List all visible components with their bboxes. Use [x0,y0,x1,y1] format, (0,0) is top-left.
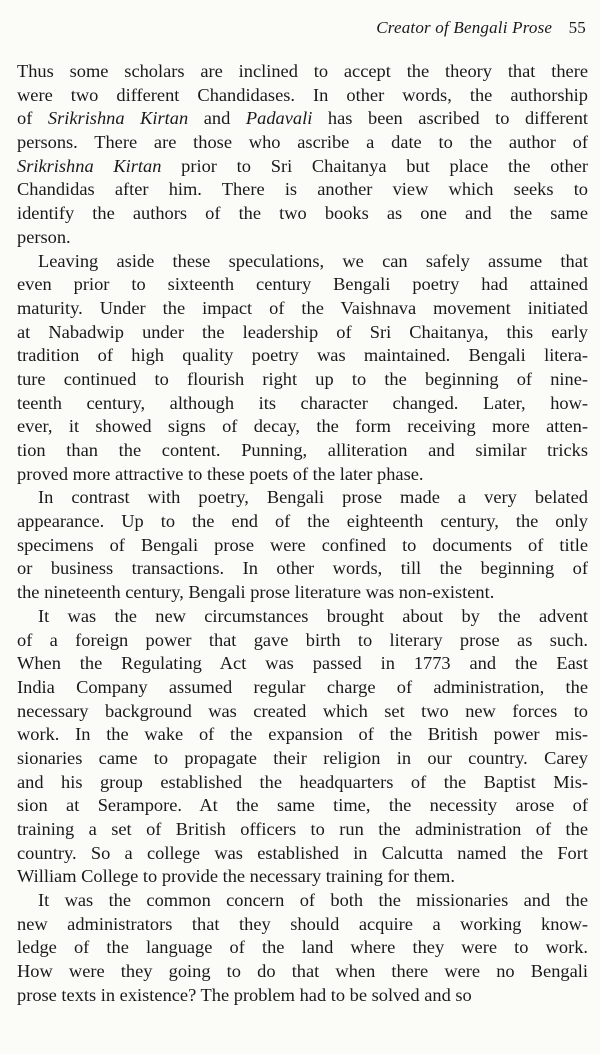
text-line: and his group established the headquarters of the Baptist Mis- [17,771,588,792]
text-line: Srikrishna Kirtan prior to Sri Chaitanya but place the other [17,155,589,176]
text-line: It was the common concern of both the missionaries and the [38,890,588,911]
text-line: identify the authors of the two books as one and the same [17,203,588,224]
text-line: proved more attractive to these poets of the later phase. [17,463,424,484]
paragraph [17,60,588,250]
book-title-italic: Srikrishna Kirtan [47,108,189,129]
text-line: of a foreign power that gave birth to literary prose as such. [17,629,588,650]
text-line: sionaries came to propagate their religion in our country. Carey [17,747,588,768]
text-line: were two different Chandidases. In other words, the authorship [17,84,588,105]
text-line: appearance. Up to the end of the eighteenth century, the only [17,511,588,532]
running-title: Creator of Bengali Prose [376,18,553,37]
text-line: even prior to sixteenth century Bengali poetry had attained [17,274,588,295]
text-line: How were they going to do that when there were no Bengali [17,961,588,982]
text-line: Leaving aside these speculations, we can safely assume that [38,250,588,271]
text-line: at Nabadwip under the leadership of Sri Chaitanya, this early [17,321,588,342]
text-line: persons. There are those who ascribe a date to the author of [17,132,588,153]
text-line: In contrast with poetry, Bengali prose made a very belated [38,487,588,508]
paragraph [17,486,588,604]
text-line: specimens of Bengali prose were confined to documents of title [17,534,588,555]
text-line: William College to provide the necessary training for them. [17,866,455,887]
text-line: India Company assumed regular charge of administration, the [17,676,588,697]
text-line: or business transactions. In other words, till the beginning of [17,558,588,579]
page-number: 55 [568,18,586,37]
text-line: It was the new circumstances brought about by the advent [38,605,588,626]
text-line: new administrators that they should acquire a working know- [17,913,588,934]
text-line: person. [17,226,71,247]
text-line: training a set of British officers to run the administration of the [17,819,588,839]
text-line: When the Regulating Act was passed in 1773 and the East [17,653,588,674]
text-line: ledge of the language of the land where they were to work. [17,937,588,958]
running-header [376,18,586,38]
text-line: work. In the wake of the expansion of the British power mis- [17,724,588,745]
book-title-italic: Padavali [245,108,313,129]
text-line: tion than the content. Punning, alliteration and similar tricks [17,440,588,460]
paragraph [17,605,588,889]
text-line: tradition of high quality poetry was maintained. Bengali litera- [17,345,588,366]
text-line: country. So a college was established in Calcutta named the Fort [17,842,588,863]
text-line: maturity. Under the impact of the Vaishnava movement initiated [17,297,588,318]
text-line: the nineteenth century, Bengali prose literature was non-existent. [17,582,495,603]
text-line: of Srikrishna Kirtan and Padavali has been ascribed to different [17,108,589,129]
text-line: ever, it showed signs of decay, the form receiving more atten- [17,416,588,437]
text-line: ture continued to flourish right up to the beginning of nine- [17,368,588,389]
text-line: necessary background was created which set two new forces to [17,700,588,721]
text-line: teenth century, although its character changed. Later, how- [17,392,588,413]
text-line: Thus some scholars are inclined to accept the theory that there [17,61,588,81]
text-line: Chandidas after him. There is another view which seeks to [17,179,588,200]
paragraph [17,250,588,487]
paragraph [17,889,588,1007]
text-line: prose texts in existence? The problem had to be solved and so [17,984,472,1005]
text-line: sion at Serampore. At the same time, the necessity arose of [17,795,588,816]
book-title-italic: Srikrishna Kirtan [17,155,162,176]
body-text [17,60,588,1008]
